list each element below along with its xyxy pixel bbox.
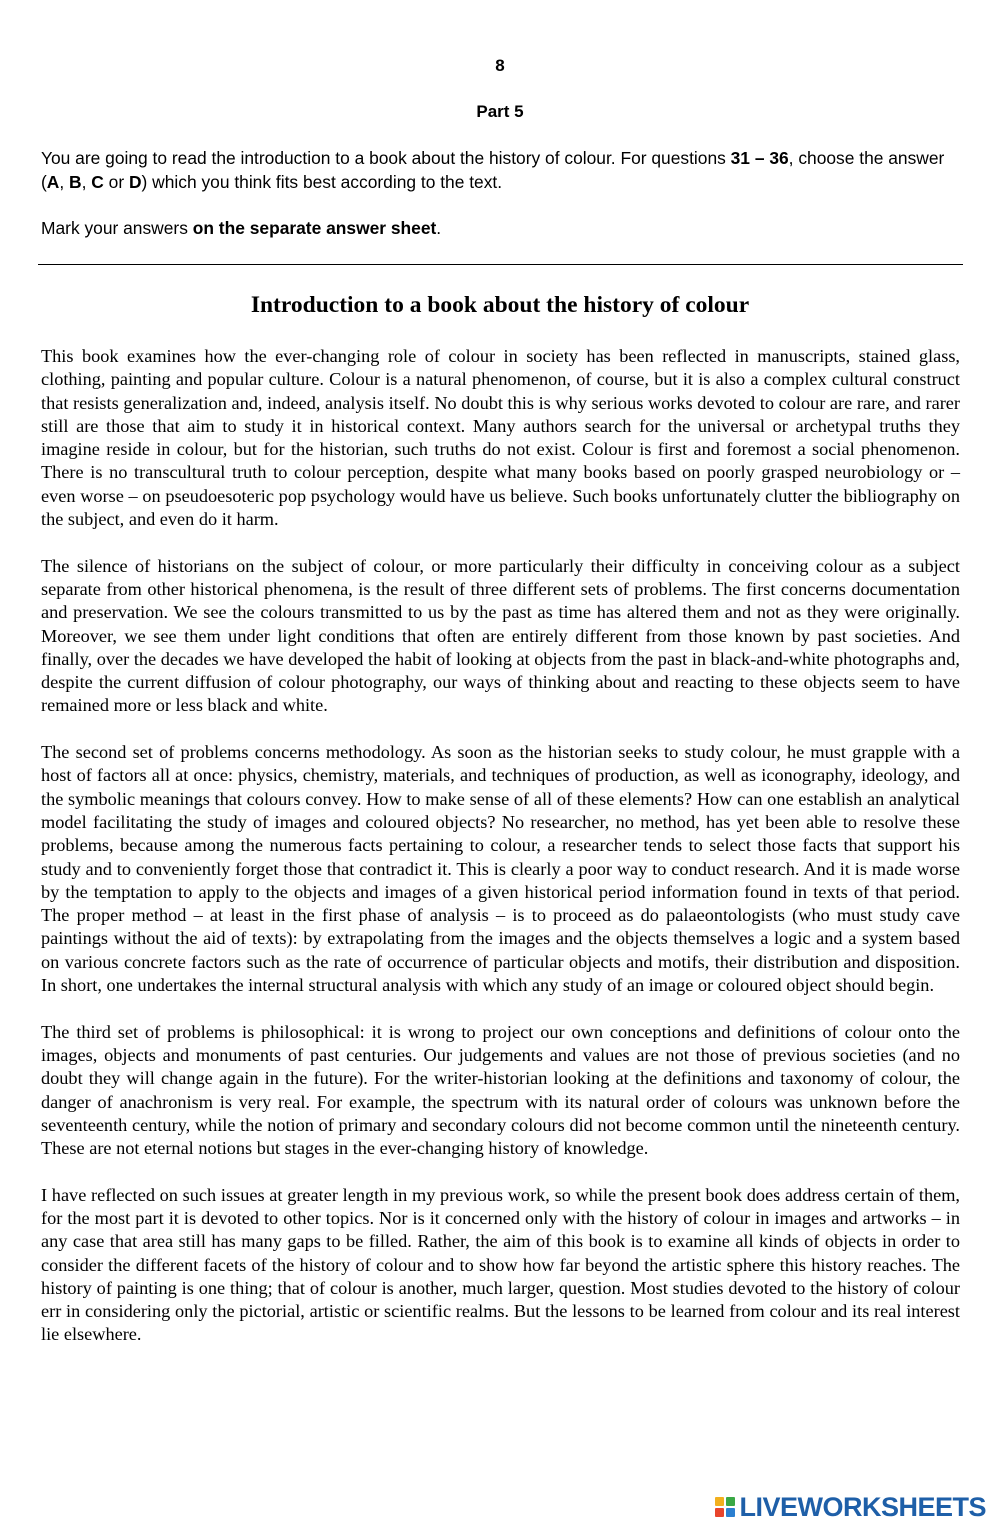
- option-letter: A: [46, 172, 60, 192]
- instructions-text: , choose the answer (: [41, 148, 945, 192]
- logo-wordmark: LIVEWORKSHEETS: [739, 1491, 986, 1522]
- part-title: Part 5: [476, 102, 524, 121]
- page-number: 8: [495, 56, 505, 75]
- logo-block: [726, 1497, 735, 1506]
- question-range: 31 – 36: [730, 148, 789, 168]
- article-title: Introduction to a book about the history of colour: [250, 292, 750, 318]
- paragraph: This book examines how the ever-changing role of colour in society has been reflected in manuscripts, stained glass, clothing, painting and popular culture. Colour is a natural phenomenon, of course, but it is also a complex cultural construct that resists generalization and, indeed, analysis itself. No doubt this is why serious works devoted to colour are rare, and rarer still are those that aim to study it in historical context. Many authors search for the universal or archetypal truths they imagine reside in colour, but for the historian, such truths do not exist. Colour is first and foremost a social phenomenon. There is no transcultural truth to colour perception, despite what many books based on poorly grasped neurobiology or – even worse – on pseudoesoteric pop psychology would have us believe. Such books unfortunately clutter the bibliography on the subject, and even do it harm.: [41, 346, 960, 530]
- note-emphasis: on the separate answer sheet: [192, 218, 437, 238]
- liveworksheets-logo[interactable]: [715, 1492, 986, 1522]
- article-body: [41, 345, 960, 1370]
- paragraph: The third set of problems is philosophical: it is wrong to project our own conceptions and definitions of colour onto the images, objects and monuments of past centuries. Our judgements and values are not those of previous societies (and no doubt they will change again in the future). For the writer-historian looking at the definitions and taxonomy of colour, the danger of anachronism is very real. For example, the spectrum with its natural order of colours was unknown before the seventeenth century, while the notion of primary and secondary colours did not become common until the nineteenth century. These are not eternal notions but stages in the ever-changing history of knowledge.: [41, 1021, 960, 1159]
- logo-block: [715, 1508, 724, 1517]
- instructions: [41, 146, 966, 194]
- logo-block: [726, 1508, 735, 1517]
- paragraph: The silence of historians on the subject of colour, or more particularly their difficulty in conceiving colour as a subject separate from other historical phenomena, is the result of three different sets of problems. The first concerns documentation and preservation. We see the colours transmitted to us by the past as time has altered them and not as they were originally. Moreover, we see them under light conditions that often are entirely different from those known by past societies. And finally, over the decades we have developed the habit of looking at objects from the past in black-and-white photographs and, despite the current diffusion of colour photography, our ways of thinking about and reacting to these objects seem to have remained more or less black and white.: [41, 555, 960, 716]
- instructions-text: ) which you think fits best according to the text.: [141, 172, 503, 192]
- logo-blocks-icon: [715, 1497, 735, 1517]
- instructions-text: or: [103, 172, 129, 192]
- paragraph: The second set of problems concerns methodology. As soon as the historian seeks to study colour, he must grapple with a host of factors all at once: physics, chemistry, materials, and techniques of production, as well as iconography, ideology, and the symbolic meanings that colours convey. How to make sense of all of these elements? How can one establish an analytical model facilitating the study of images and coloured objects? No researcher, no method, has yet been able to resolve these problems, because among the numerous facts pertaining to colour, a researcher tends to select those facts that support his study and to conveniently forget those that contradict it. This is clearly a poor way to conduct research. And it is made worse by the temptation to apply to the objects and images of a given historical period information found in texts of that period. The proper method – at least in the first phase of analysis – is to proceed as do palaeontologists (who must study cave paintings without the aid of texts): by extrapolating from the images and the objects themselves a logic and a system based on various concrete factors such as the rate of occurrence of particular objects and motifs, their distribution and disposition. In short, one undertakes the internal structural analysis with which any study of an image or coloured object should begin.: [41, 742, 960, 996]
- option-letter: C: [91, 172, 104, 192]
- note-text: Mark your answers: [41, 218, 193, 238]
- divider: [38, 264, 963, 265]
- logo-block: [715, 1497, 724, 1506]
- instructions-text: ,: [81, 172, 92, 192]
- option-letter: B: [69, 172, 82, 192]
- instructions-text: You are going to read the introduction to a book about the history of colour. For questions: [41, 148, 731, 168]
- paragraph: I have reflected on such issues at greater length in my previous work, so while the present book does address certain of them, for the most part it is devoted to other topics. Nor is it concerned only with the history of colour in images and artworks – in any case that area still has many gaps to be filled. Rather, the aim of this book is to examine all kinds of objects in order to consider the different facets of the history of colour and to show how far beyond the artistic sphere this history reaches. The history of painting is one thing; that of colour is another, much larger, question. Most studies devoted to the history of colour err in considering only the pictorial, artistic or scientific realms. But the lessons to be learned from colour and its real interest lie elsewhere.: [41, 1184, 960, 1345]
- answer-sheet-note: [41, 216, 966, 240]
- note-text: .: [436, 218, 442, 238]
- instructions-text: ,: [59, 172, 70, 192]
- option-letter: D: [128, 172, 142, 192]
